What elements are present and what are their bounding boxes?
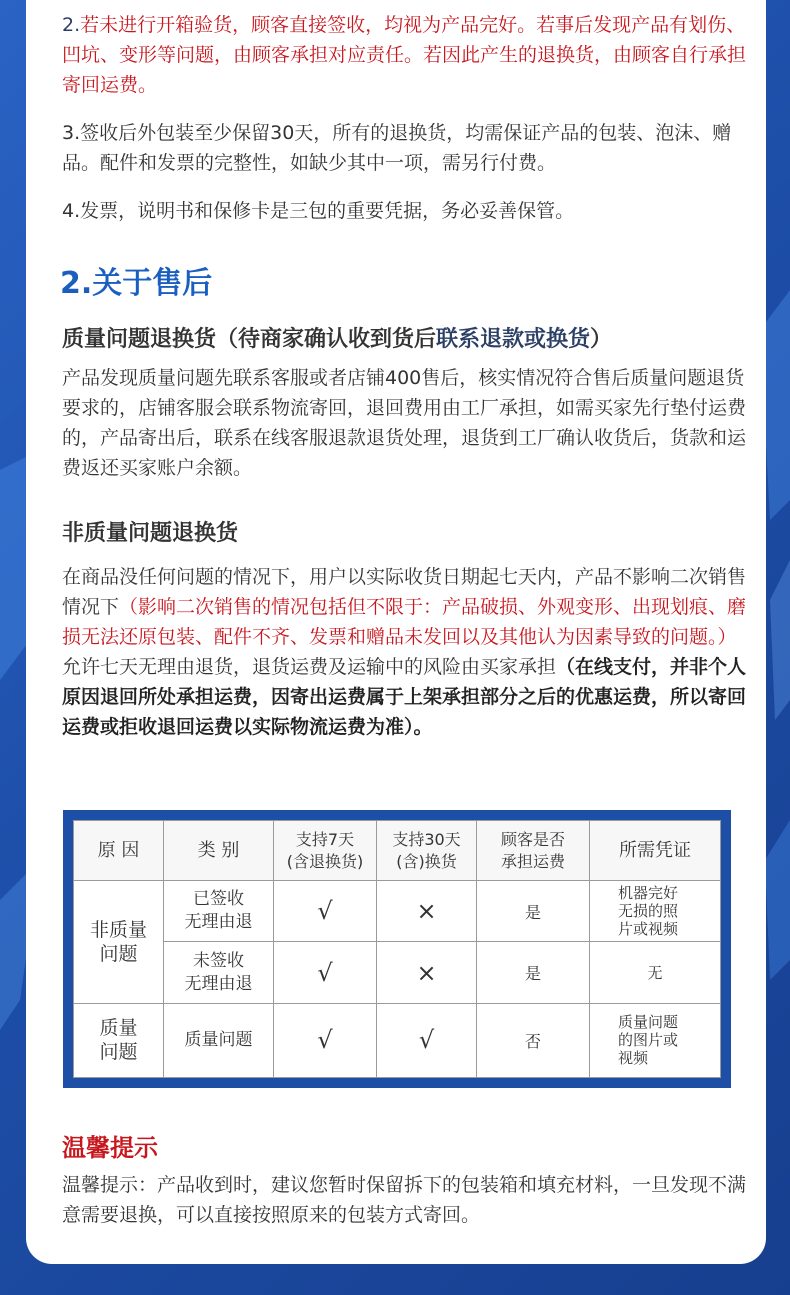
non-quality-body: [62, 562, 752, 742]
proof-3-line1: 质量问题: [618, 1013, 679, 1032]
unsigned-line2: 无理由退: [184, 973, 253, 994]
tips-body: 温馨提示：产品收到时，建议您暂时保留拆下的包装箱和填充材料，一旦发现不满意需要退换，可以直接按照原来的包装方式寄回。: [62, 1174, 747, 1226]
header-7-day-line2: (含退换货): [286, 851, 364, 871]
table-header-row: [74, 821, 721, 881]
header-reason: 原 因: [74, 821, 164, 881]
table-row: [74, 881, 721, 942]
cross-icon: ×: [377, 881, 477, 942]
header-7-day-line1: 支持7天: [295, 829, 355, 849]
proof-1-line2: 无损的照: [618, 902, 679, 921]
quality-heading: [62, 322, 612, 353]
cell-signed: [164, 881, 274, 942]
non-quality-label-line1: 非质量: [89, 918, 147, 941]
non-quality-heading: 非质量问题退换货: [62, 521, 239, 546]
content-card: [26, 0, 766, 1264]
proof-3-line3: 视频: [618, 1049, 649, 1068]
header-30-day-line2: (含)换货: [396, 851, 457, 871]
signed-line1: 已签收: [193, 889, 244, 910]
quality-label-line2: 问题: [99, 1041, 138, 1064]
non-quality-body-a: 在商品没任何问题的情况下，用户以实际收货日期起七天内，产品不影响二次销售情况下: [62, 566, 747, 618]
non-quality-body-bold: （在线支付，并非个人原因退回所处承担运费，因寄出运费属于上架承担部分之后的优惠运费，所以寄回运费或拒收退回运费以实际物流运费为准）。: [62, 656, 747, 738]
quality-body: 产品发现质量问题先联系客服或者店铺400售后，核实情况符合售后质量问题退货要求的，店铺客服会联系物流寄回，退回费用由工厂承担，如需买家先行垫付运费的，产品寄出后，联系在线客服退款退货处理，退货到工厂确认收货后，货款和运费返还买家账户余额。: [62, 367, 747, 479]
check-icon: √: [274, 1003, 377, 1077]
cell-non-quality: [74, 881, 164, 1003]
header-7-day: [274, 821, 377, 881]
check-icon: √: [377, 1003, 477, 1077]
non-quality-body-red: （影响二次销售的情况包括但不限于：产品破损、外观变形、出现划痕、磨损无法还原包装、配件不齐、发票和赠品未发回以及其他认为因素导致的问题。）: [62, 596, 747, 648]
cell-no: 否: [477, 1003, 590, 1077]
header-30-day-line1: 支持30天: [392, 829, 461, 849]
quality-label-line1: 质量: [99, 1017, 138, 1040]
table-row: [74, 942, 721, 1003]
cell-quality: [74, 1003, 164, 1077]
cell-yes: 是: [477, 942, 590, 1003]
header-shipping-line2: 承担运费: [500, 851, 565, 871]
header-shipping-line1: 顾客是否: [500, 829, 565, 849]
cell-proof-3: [590, 1003, 721, 1077]
policy-table: [73, 820, 721, 1078]
unsigned-line1: 未签收: [193, 950, 244, 971]
cell-yes: 是: [477, 881, 590, 942]
header-shipping: [477, 821, 590, 881]
item-4-text: 4.发票，说明书和保修卡是三包的重要凭据，务必妥善保管。: [62, 200, 575, 222]
quality-heading-tail: 联系退款或换货: [436, 327, 591, 352]
quality-heading-main: 质量问题退换货（待商家确认收到货后: [62, 327, 437, 352]
tips-title: 温馨提示: [62, 1134, 158, 1162]
cell-quality-sub: 质量问题: [164, 1003, 274, 1077]
cross-icon: ×: [377, 942, 477, 1003]
item-2-text: [62, 10, 752, 100]
non-quality-body-b: 允许七天无理由退货，退货运费及运输中的风险由买家承担: [62, 656, 557, 678]
cell-proof-none: 无: [590, 942, 721, 1003]
section-2-title: 2.关于售后: [60, 266, 213, 301]
policy-table-frame: [63, 810, 731, 1088]
item-2-body: 若未进行开箱验货，顾客直接签收，均视为产品完好。若事后发现产品有划伤、凹坑、变形等问题，由顾客承担对应责任。若因此产生的退换货，由顾客自行承担寄回运费。: [62, 14, 747, 96]
signed-line2: 无理由退: [184, 912, 253, 933]
cell-unsigned: [164, 942, 274, 1003]
header-30-day: [377, 821, 477, 881]
item-2-prefix: 2.: [62, 14, 81, 36]
header-category: 类 别: [164, 821, 274, 881]
non-quality-label-line2: 问题: [99, 942, 138, 965]
proof-3-line2: 的图片或: [618, 1031, 679, 1050]
check-icon: √: [274, 942, 377, 1003]
cell-proof-1: [590, 881, 721, 942]
proof-1-line1: 机器完好: [618, 884, 679, 903]
table-row: [74, 1003, 721, 1077]
check-icon: √: [274, 881, 377, 942]
header-proof: 所需凭证: [590, 821, 721, 881]
item-3-text: 3.签收后外包装至少保留30天，所有的退换货，均需保证产品的包装、泡沫、赠品。配件和发票的完整性，如缺少其中一项，需另行付费。: [62, 122, 732, 174]
proof-1-line3: 片或视频: [618, 920, 679, 939]
quality-heading-close: ）: [590, 327, 613, 352]
